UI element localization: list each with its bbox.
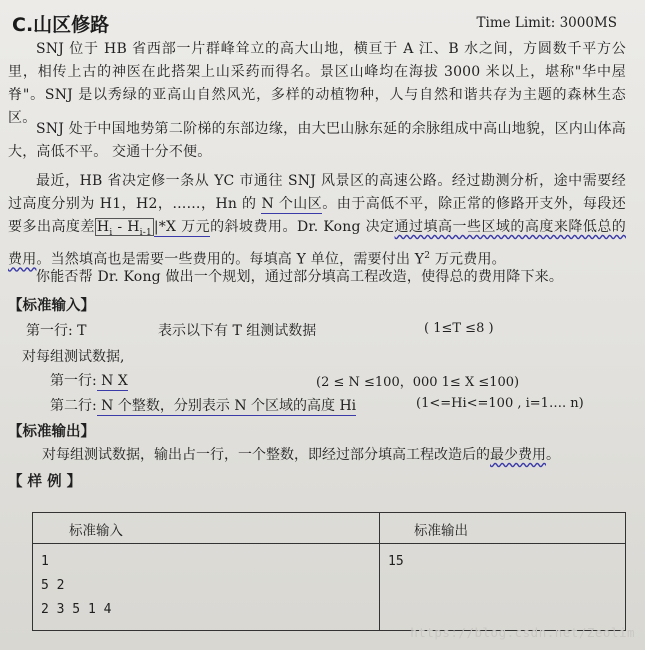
input-line2: 第一行: N X [50, 373, 128, 389]
paragraph-problem [8, 170, 626, 271]
input-line1-label: 第一行: T [26, 323, 87, 339]
sample-input-line: 5 2 [41, 578, 65, 593]
watermark: https://blog.csdn.net/Zeolim [410, 625, 635, 640]
sample-input-line: 2 3 5 1 4 [41, 602, 112, 617]
output-min-cost: 最少费用 [490, 447, 546, 463]
time-limit: Time Limit: 3000MS [476, 15, 617, 31]
formula-cost: |*X 万元 [153, 219, 211, 235]
sample-output-header: 标准输出 [380, 513, 626, 544]
input-per-test: 对每组测试数据, [22, 349, 125, 365]
input-line3: 第二行: N 个整数，分别表示 N 个区域的高度 Hi [50, 398, 357, 414]
sample-output-line: 15 [388, 554, 404, 569]
input-line1-desc: 表示以下有 T 组测试数据 [158, 323, 317, 339]
sample-table [32, 512, 626, 631]
underlined-n-regions: N 个山区 [261, 196, 323, 212]
input-line2-vars: N X [96, 373, 128, 389]
problem-text-c: 的斜坡费用。Dr. Kong 决定 [210, 219, 395, 235]
sample-input-header: 标准输入 [33, 513, 380, 544]
underlined-strategy: 通过填高一些区域的高度来降低总的费用 [8, 219, 627, 268]
paragraph-terrain: SNJ 处于中国地势第二阶梯的东部边缘，由大巴山脉东延的余脉组成中高山地貌，区内山体高大，高低不平。 交通十分不便。 [8, 121, 626, 160]
output-heading: 【标准输出】 [8, 423, 95, 440]
input-heading: 【标准输入】 [8, 297, 95, 314]
sample-heading: 【 样 例 】 [8, 473, 82, 490]
problem-text-a: 最近，HB 省决定修一条从 YC 市通往 SNJ 风景区的高速公路。经过勘测分析，途中需要经过高度分别为 H1，H2，……，Hn 的 [8, 173, 626, 212]
problem-text-d: 。当然填高也是需要一些费用的。每填高 Y 单位，需要付出 Y [36, 251, 425, 268]
height-difference-formula: $H_i - H_{i-1}$ [96, 219, 152, 238]
problem-text-e: 万元费用。 [430, 251, 506, 268]
sample-input-line: 1 [41, 554, 49, 569]
square-superscript: 2 [424, 250, 431, 261]
output-desc: 对每组测试数据，输出占一行，一个整数，即经过部分填高工程改造后的最少费用。 [42, 447, 560, 463]
paragraph-intro: SNJ 位于 HB 省西部一片群峰耸立的高大山地，横亘于 A 江、B 水之间，方圆数千平方公里，相传上古的神医在此搭架上山采药而得名。景区山峰均在海拔 3000 米以上，堪称"华中屋脊"。SNJ 是以秀绿的亚高山自然风光，多样的动植物种，人与自然和谐共存为主题的森林生态区。 [8, 41, 626, 126]
paragraph-question: 你能否帮 Dr. Kong 做出一个规划，通过部分填高工程改造，使得总的费用降下来。 [36, 269, 564, 285]
input-line2-range: (2 ≤ N ≤100，000 1≤ X ≤100) [316, 375, 520, 390]
input-line3-range: (1<=Hi<=100 , i=1…. n) [416, 396, 584, 411]
problem-text-b: 。由于高低不平，除正常的修路开支外，每段还要多出高度差 [8, 196, 627, 235]
sample-output-cell [380, 544, 626, 631]
page-title: C.山区修路 [12, 14, 110, 36]
input-line1-range: ( 1≤T ≤8 ) [424, 321, 494, 336]
sample-input-cell [33, 544, 380, 631]
input-line3-desc: N 个整数，分别表示 N 个区域的高度 Hi [96, 398, 357, 414]
